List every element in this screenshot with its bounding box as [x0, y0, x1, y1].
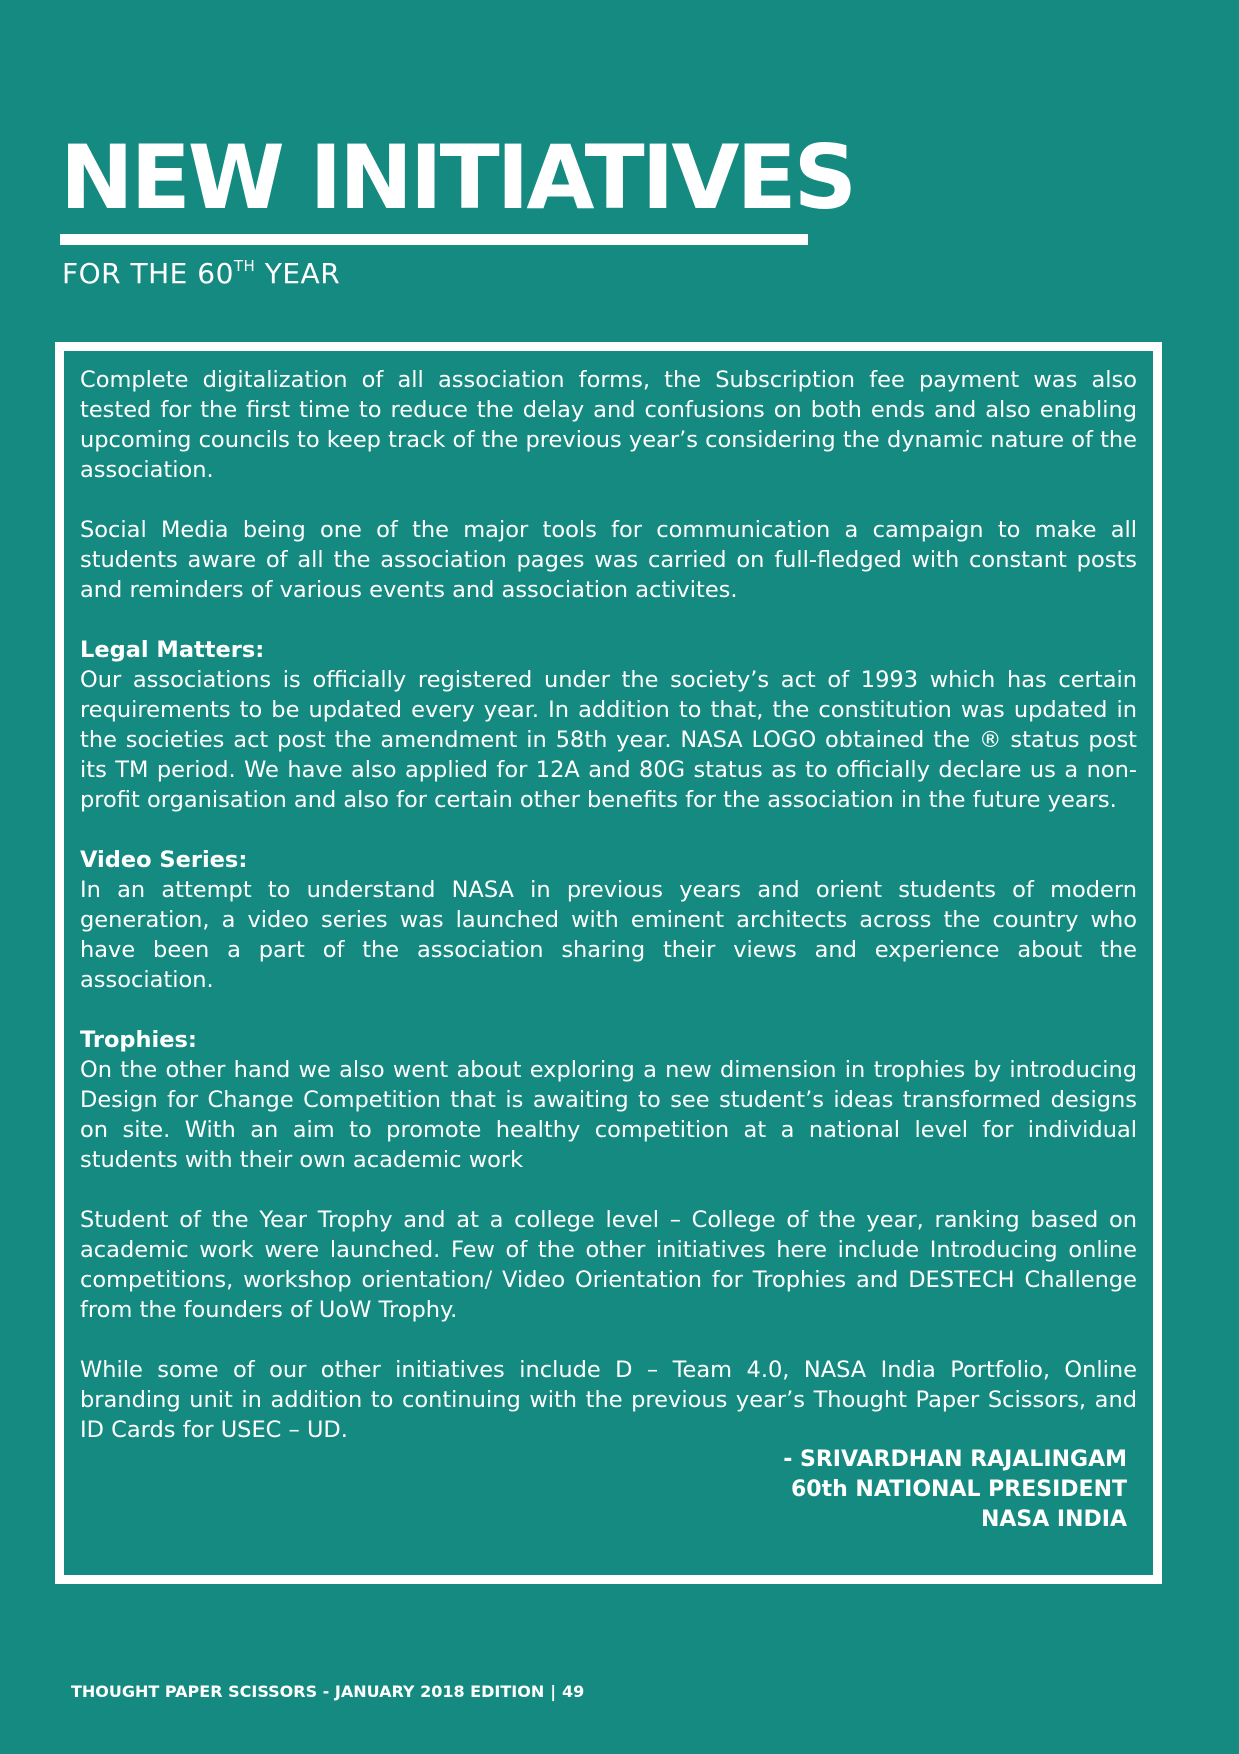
video-series-heading: Video Series: [80, 847, 248, 873]
footer-publication: THOUGHT PAPER SCISSORS - JANUARY 2018 EDITION [71, 1682, 545, 1701]
section-legal-matters [80, 635, 1137, 815]
video-series-text: In an attempt to understand NASA in previous years and orient students of modern generation, a video series was launched with eminent architects across the country who have been a part of the association sharing their views and experience about the association. [80, 877, 1137, 993]
trophies-text: On the other hand we also went about exploring a new dimension in trophies by introducing Design for Change Competition that is awaiting to see student’s ideas transformed designs on site. With an aim to promote healthy competition at a national level for individual students with their own academic work [80, 1057, 1137, 1173]
section-video-series [80, 845, 1137, 995]
page-footer [71, 1682, 584, 1702]
paragraph-other-initiatives: While some of our other initiatives include D – Team 4.0, NASA India Portfolio, Online branding unit in addition to continuing with the previous year’s Thought Paper Scissors, and ID Cards for USEC – UD. [80, 1357, 1137, 1443]
signature-block [80, 1445, 1137, 1535]
subtitle-prefix: FOR THE 60 [62, 257, 234, 290]
legal-matters-text: Our associations is officially registered under the society’s act of 1993 which has certain requirements to be updated every year. In addition to that, the constitution was updated in the societies act post the amendment in 58th year. NASA LOGO obtained the ® status post its TM period. We have also applied for 12A and 80G status as to officially declare us a non-profit organisation and also for certain other benefits for the association in the future years. [80, 667, 1137, 813]
trophies-heading: Trophies: [80, 1027, 197, 1053]
paragraph-student-of-year: Student of the Year Trophy and at a college level – College of the year, ranking based on academic work were launched. Few of the other initiatives here include Introducing online competitions, workshop orientation/ Video Orientation for Trophies and DESTECH Challenge from the founders of UoW Trophy. [80, 1207, 1137, 1323]
subtitle-suffix: YEAR [255, 257, 341, 290]
legal-matters-heading: Legal Matters: [80, 637, 265, 663]
title-underline [60, 234, 808, 245]
paragraph-social-media: Social Media being one of the major tools for communication a campaign to make all students aware of all the association pages was carried on full-fledged with constant posts and reminders of various events and association activites. [80, 517, 1137, 603]
footer-separator: | [550, 1682, 557, 1701]
page-subtitle [62, 256, 340, 292]
page-title: NEW INITIATIVES [60, 126, 855, 229]
footer-page-number: 49 [562, 1682, 585, 1701]
subtitle-superscript: TH [233, 257, 256, 275]
content-body [80, 365, 1137, 1561]
signature-name: - SRIVARDHAN RAJALINGAM [783, 1447, 1127, 1472]
content-box [55, 342, 1162, 1584]
paragraph-digitalization: Complete digitalization of all association forms, the Subscription fee payment was also tested for the first time to reduce the delay and confusions on both ends and also enabling upcoming councils to keep track of the previous year’s considering the dynamic nature of the association. [80, 367, 1137, 483]
section-trophies [80, 1025, 1137, 1175]
signature-role: 60th NATIONAL PRESIDENT [790, 1477, 1127, 1502]
signature-organization: NASA INDIA [980, 1507, 1127, 1532]
